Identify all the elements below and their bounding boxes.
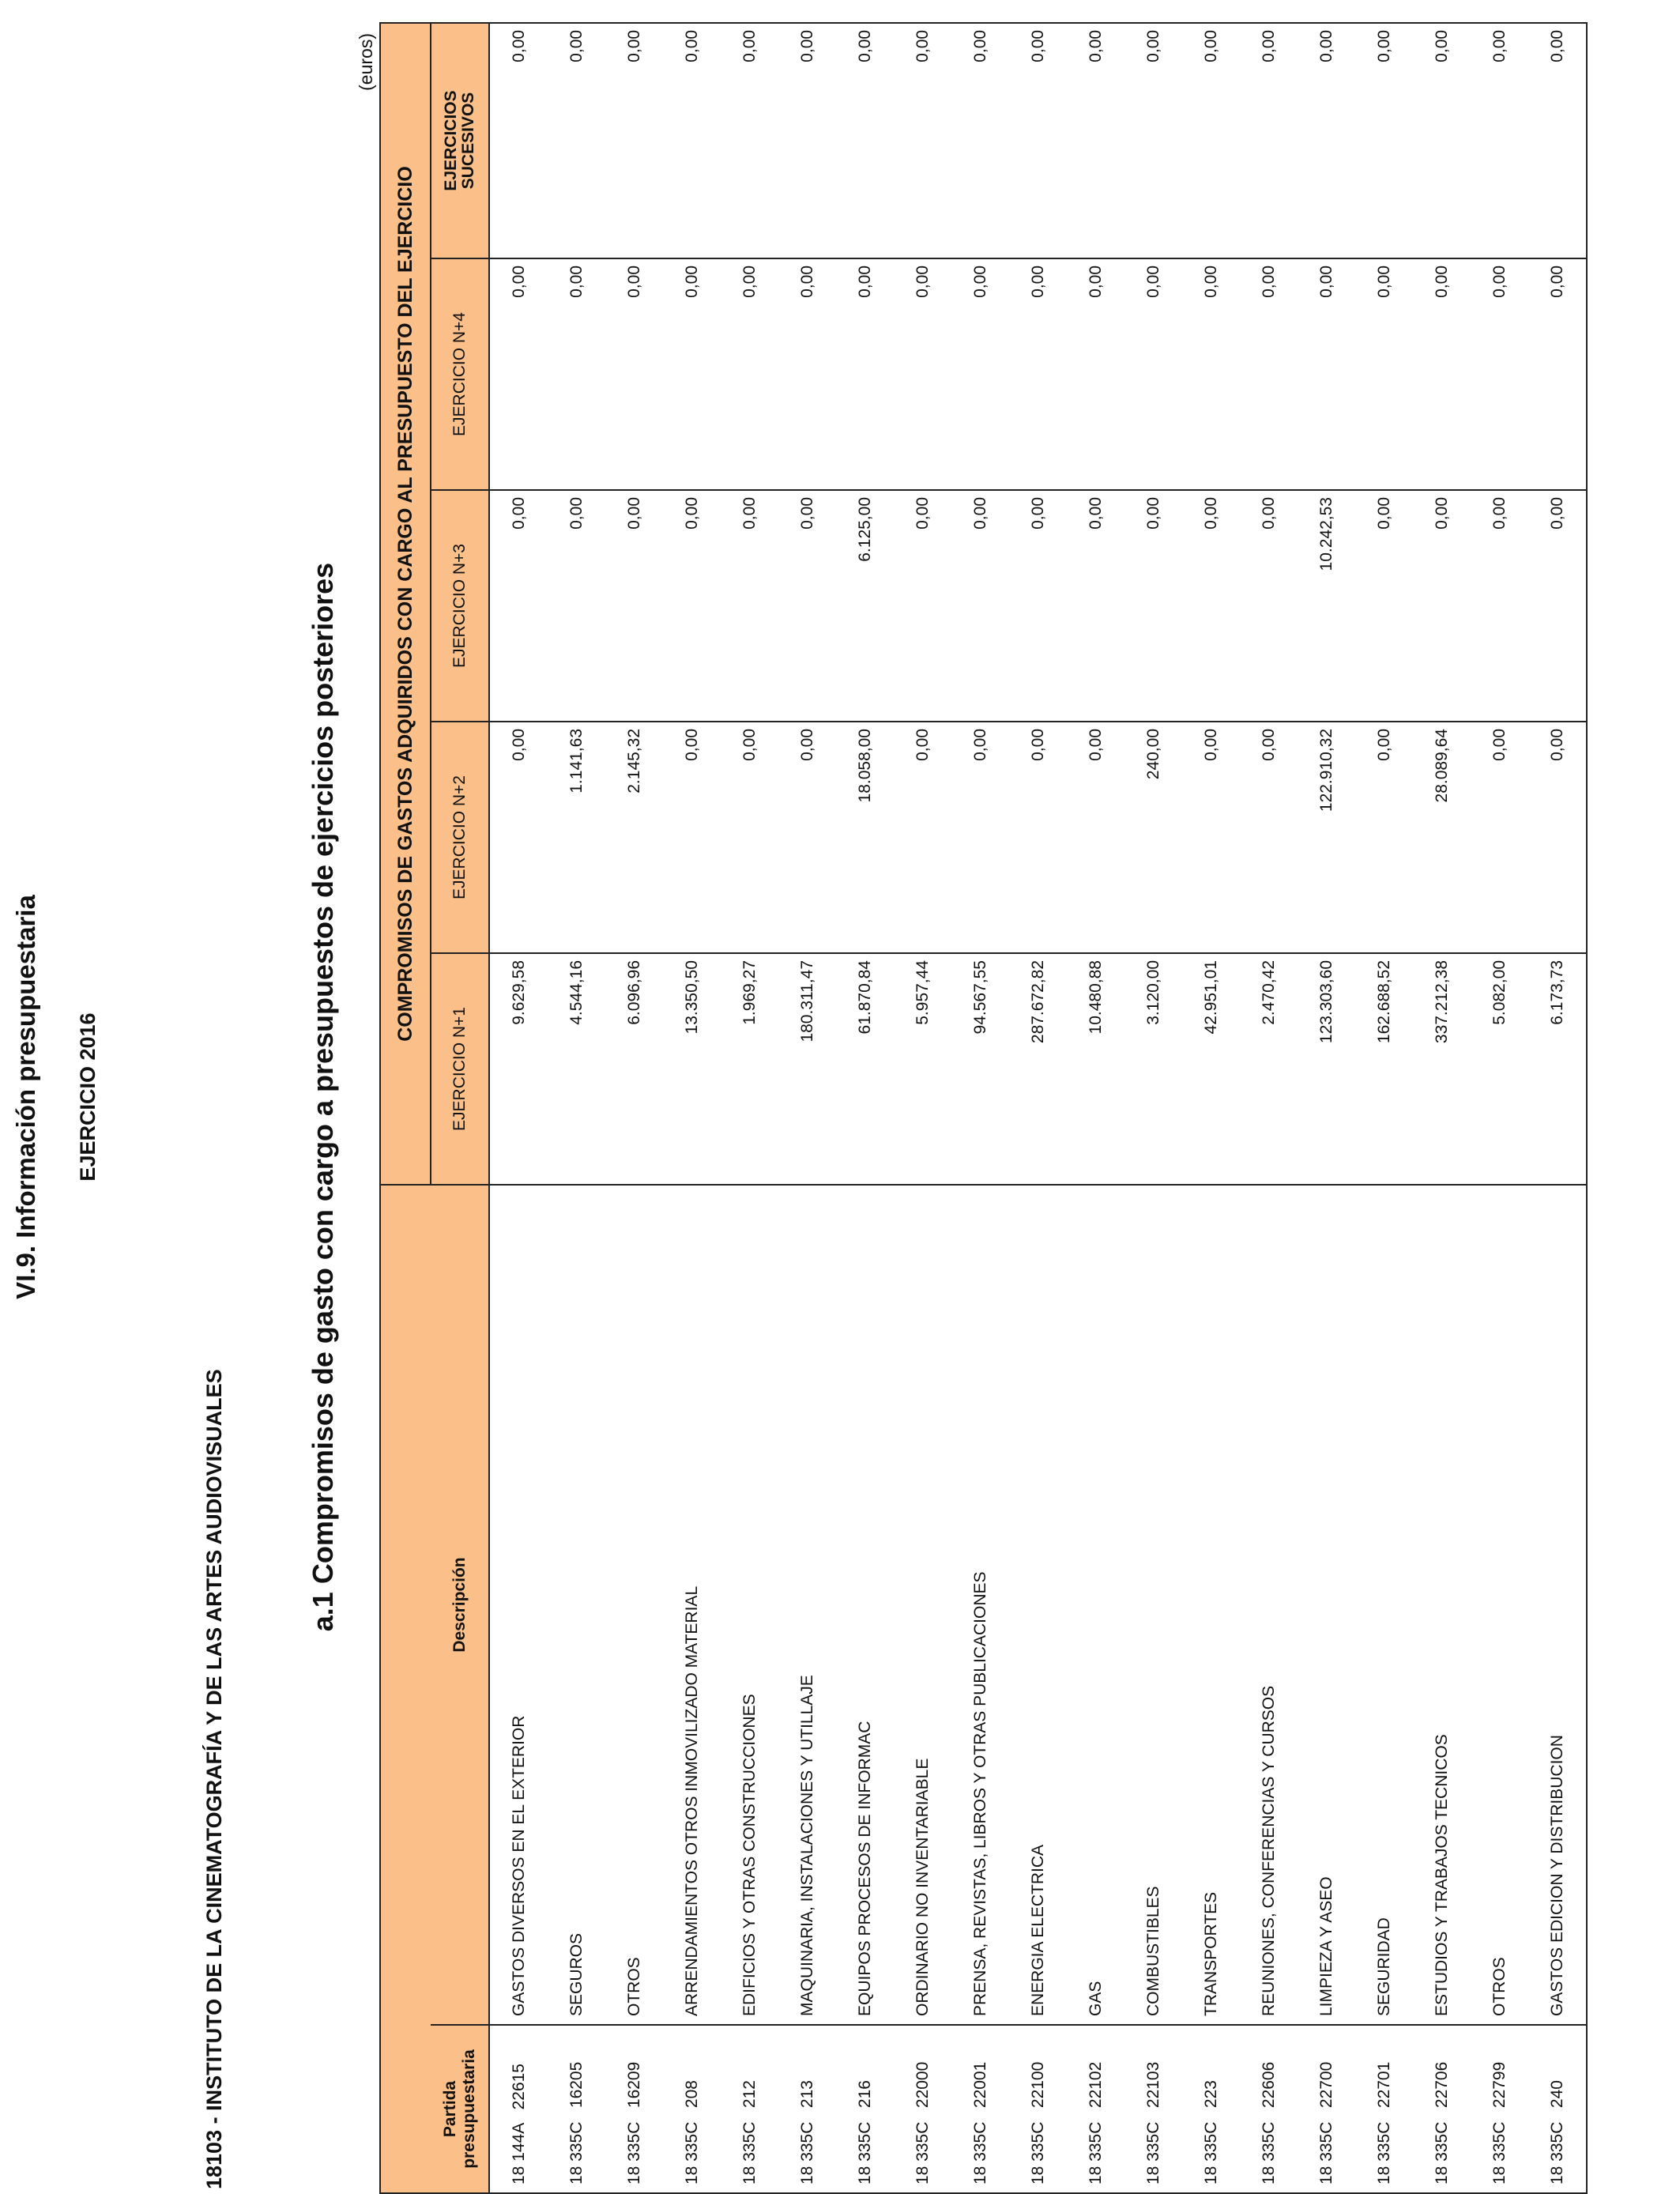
- n1-cell: 13.350,50: [663, 953, 721, 1185]
- partida-cell: 18 335C 22000: [894, 2025, 951, 2193]
- col-n3: EJERCICIO N+3: [431, 490, 489, 722]
- table-row: [1240, 23, 1298, 2193]
- n1-cell: 3.120,00: [1124, 953, 1182, 1185]
- descripcion-cell: OTROS: [605, 1185, 663, 2025]
- descripcion-cell: OTROS: [1471, 1185, 1528, 2025]
- n1-cell: 9.629,58: [489, 953, 548, 1185]
- n1-cell: 10.480,88: [1067, 953, 1124, 1185]
- table-row: [721, 23, 778, 2193]
- sucesivos-cell: 0,00: [1298, 23, 1355, 258]
- n3-cell: 0,00: [1528, 490, 1587, 722]
- n3-cell: 0,00: [778, 490, 836, 722]
- col-descripcion: Descripción: [431, 1185, 489, 2025]
- col-n4: EJERCICIO N+4: [431, 258, 489, 490]
- n4-cell: 0,00: [894, 258, 951, 490]
- n1-cell: 61.870,84: [836, 953, 894, 1185]
- n3-cell: 0,00: [894, 490, 951, 722]
- n2-cell: 0,00: [1355, 722, 1413, 953]
- header-empty-left: [380, 1185, 431, 2193]
- n3-cell: 10.242,53: [1298, 490, 1355, 722]
- table-row: [1124, 23, 1182, 2193]
- n4-cell: 0,00: [1355, 258, 1413, 490]
- n3-cell: 0,00: [1009, 490, 1067, 722]
- partida-cell: 18 335C 22001: [951, 2025, 1009, 2193]
- partida-cell: 18 335C 16209: [605, 2025, 663, 2193]
- n4-cell: 0,00: [1182, 258, 1240, 490]
- fiscal-year: EJERCICIO 2016: [76, 1012, 100, 1182]
- n1-cell: 337.212,38: [1413, 953, 1471, 1185]
- n4-cell: 0,00: [778, 258, 836, 490]
- sucesivos-cell: 0,00: [1528, 23, 1587, 258]
- sucesivos-cell: 0,00: [489, 23, 548, 258]
- table-row: [1182, 23, 1240, 2193]
- n4-cell: 0,00: [721, 258, 778, 490]
- descripcion-cell: EDIFICIOS Y OTRAS CONSTRUCCIONES: [721, 1185, 778, 2025]
- table-row: [605, 23, 663, 2193]
- descripcion-cell: SEGUROS: [548, 1185, 605, 2025]
- partida-cell: 18 335C 22700: [1298, 2025, 1355, 2193]
- n3-cell: 0,00: [951, 490, 1009, 722]
- table-row: [548, 23, 605, 2193]
- sucesivos-cell: 0,00: [951, 23, 1009, 258]
- n1-cell: 1.969,27: [721, 953, 778, 1185]
- descripcion-cell: EQUIPOS PROCESOS DE INFORMAC: [836, 1185, 894, 2025]
- descripcion-cell: GASTOS DIVERSOS EN EL EXTERIOR: [489, 1185, 548, 2025]
- n1-cell: 162.688,52: [1355, 953, 1413, 1185]
- partida-cell: 18 335C 22103: [1124, 2025, 1182, 2193]
- n4-cell: 0,00: [663, 258, 721, 490]
- table-row: [1067, 23, 1124, 2193]
- sucesivos-cell: 0,00: [605, 23, 663, 258]
- group-header: COMPROMISOS DE GASTOS ADQUIRIDOS CON CARGO AL PRESUPUESTO DEL EJERCICIO: [380, 23, 431, 1185]
- partida-cell: 18 335C 223: [1182, 2025, 1240, 2193]
- n2-cell: 2.145,32: [605, 722, 663, 953]
- table-row: [951, 23, 1009, 2193]
- n2-cell: 240,00: [1124, 722, 1182, 953]
- table-row: [1471, 23, 1528, 2193]
- table-row: [836, 23, 894, 2193]
- units-label: (euros): [356, 33, 376, 91]
- col-sucesivos: [431, 23, 489, 258]
- n4-cell: 0,00: [1413, 258, 1471, 490]
- n1-cell: 6.096,96: [605, 953, 663, 1185]
- partida-cell: 18 335C 22706: [1413, 2025, 1471, 2193]
- descripcion-cell: ESTUDIOS Y TRABAJOS TECNICOS: [1413, 1185, 1471, 2025]
- col-sucesivos-line2: SUCESIVOS: [458, 92, 477, 190]
- sucesivos-cell: 0,00: [663, 23, 721, 258]
- sucesivos-cell: 0,00: [1124, 23, 1182, 258]
- col-sucesivos-line1: EJERCICIOS: [441, 90, 460, 191]
- n4-cell: 0,00: [1067, 258, 1124, 490]
- partida-cell: 18 335C 208: [663, 2025, 721, 2193]
- sucesivos-cell: 0,00: [548, 23, 605, 258]
- n2-cell: 0,00: [663, 722, 721, 953]
- n1-cell: 123.303,60: [1298, 953, 1355, 1185]
- n3-cell: 0,00: [1182, 490, 1240, 722]
- n3-cell: 0,00: [605, 490, 663, 722]
- n4-cell: 0,00: [1124, 258, 1182, 490]
- descripcion-cell: ENERGIA ELECTRICA: [1009, 1185, 1067, 2025]
- n3-cell: 0,00: [1471, 490, 1528, 722]
- n2-cell: 0,00: [1471, 722, 1528, 953]
- sucesivos-cell: 0,00: [894, 23, 951, 258]
- descripcion-cell: REUNIONES, CONFERENCIAS Y CURSOS: [1240, 1185, 1298, 2025]
- table-row: [489, 23, 548, 2193]
- partida-cell: 18 335C 22701: [1355, 2025, 1413, 2193]
- sucesivos-cell: 0,00: [1355, 23, 1413, 258]
- descripcion-cell: LIMPIEZA Y ASEO: [1298, 1185, 1355, 2025]
- table-body: [489, 23, 1587, 2193]
- sucesivos-cell: 0,00: [778, 23, 836, 258]
- table-row: [1009, 23, 1067, 2193]
- partida-cell: 18 335C 212: [721, 2025, 778, 2193]
- descripcion-cell: GAS: [1067, 1185, 1124, 2025]
- n4-cell: 0,00: [1240, 258, 1298, 490]
- n1-cell: 42.951,01: [1182, 953, 1240, 1185]
- descripcion-cell: ORDINARIO NO INVENTARIABLE: [894, 1185, 951, 2025]
- sucesivos-cell: 0,00: [1471, 23, 1528, 258]
- table-row: [894, 23, 951, 2193]
- descripcion-cell: GASTOS EDICION Y DISTRIBUCION: [1528, 1185, 1587, 2025]
- col-n1: EJERCICIO N+1: [431, 953, 489, 1185]
- n2-cell: 0,00: [1528, 722, 1587, 953]
- n2-cell: 0,00: [489, 722, 548, 953]
- sucesivos-cell: 0,00: [1240, 23, 1298, 258]
- table-row: [1413, 23, 1471, 2193]
- table-row: [1298, 23, 1355, 2193]
- n3-cell: 0,00: [1240, 490, 1298, 722]
- descripcion-cell: MAQUINARIA, INSTALACIONES Y UTILLAJE: [778, 1185, 836, 2025]
- entity-name: 18103 - INSTITUTO DE LA CINEMATOGRAFÍA Y DE LAS ARTES AUDIOVISUALES: [202, 1369, 226, 2189]
- n1-cell: 2.470,42: [1240, 953, 1298, 1185]
- n4-cell: 0,00: [605, 258, 663, 490]
- n3-cell: 0,00: [489, 490, 548, 722]
- descripcion-cell: SEGURIDAD: [1355, 1185, 1413, 2025]
- n2-cell: 0,00: [721, 722, 778, 953]
- n4-cell: 0,00: [836, 258, 894, 490]
- n4-cell: 0,00: [1298, 258, 1355, 490]
- n3-cell: 0,00: [1413, 490, 1471, 722]
- table-row: [778, 23, 836, 2193]
- partida-cell: 18 335C 22100: [1009, 2025, 1067, 2193]
- n1-cell: 287.672,82: [1009, 953, 1067, 1185]
- col-partida: Partida presupuestaria: [431, 2025, 489, 2193]
- sucesivos-cell: 0,00: [1009, 23, 1067, 258]
- n2-cell: 0,00: [1182, 722, 1240, 953]
- partida-cell: 18 335C 22102: [1067, 2025, 1124, 2193]
- n2-cell: 28.089,64: [1413, 722, 1471, 953]
- n1-cell: 5.957,44: [894, 953, 951, 1185]
- n4-cell: 0,00: [548, 258, 605, 490]
- n2-cell: 0,00: [894, 722, 951, 953]
- partida-cell: 18 335C 216: [836, 2025, 894, 2193]
- col-n2: EJERCICIO N+2: [431, 722, 489, 953]
- partida-cell: 18 144A 22615: [489, 2025, 548, 2193]
- n4-cell: 0,00: [489, 258, 548, 490]
- descripcion-cell: COMBUSTIBLES: [1124, 1185, 1182, 2025]
- document-title: VI.9. Información presupuestaria: [11, 895, 40, 1299]
- sucesivos-cell: 0,00: [1067, 23, 1124, 258]
- commitments-table: [379, 22, 1588, 2194]
- partida-cell: 18 335C 16205: [548, 2025, 605, 2193]
- n1-cell: 6.173,73: [1528, 953, 1587, 1185]
- n1-cell: 94.567,55: [951, 953, 1009, 1185]
- n1-cell: 4.544,16: [548, 953, 605, 1185]
- partida-cell: 18 335C 213: [778, 2025, 836, 2193]
- sucesivos-cell: 0,00: [836, 23, 894, 258]
- partida-cell: 18 335C 22799: [1471, 2025, 1528, 2193]
- n3-cell: 0,00: [663, 490, 721, 722]
- n2-cell: 122.910,32: [1298, 722, 1355, 953]
- n2-cell: 0,00: [1067, 722, 1124, 953]
- n3-cell: 0,00: [548, 490, 605, 722]
- n4-cell: 0,00: [1528, 258, 1587, 490]
- n2-cell: 0,00: [1240, 722, 1298, 953]
- n1-cell: 180.311,47: [778, 953, 836, 1185]
- n3-cell: 0,00: [1124, 490, 1182, 722]
- n4-cell: 0,00: [1009, 258, 1067, 490]
- n2-cell: 0,00: [951, 722, 1009, 953]
- partida-cell: 18 335C 22606: [1240, 2025, 1298, 2193]
- n4-cell: 0,00: [951, 258, 1009, 490]
- partida-cell: 18 335C 240: [1528, 2025, 1587, 2193]
- n2-cell: 0,00: [778, 722, 836, 953]
- table-row: [1528, 23, 1587, 2193]
- n4-cell: 0,00: [1471, 258, 1528, 490]
- n2-cell: 18.058,00: [836, 722, 894, 953]
- table-row: [663, 23, 721, 2193]
- n3-cell: 6.125,00: [836, 490, 894, 722]
- table-row: [1355, 23, 1413, 2193]
- sucesivos-cell: 0,00: [1182, 23, 1240, 258]
- sucesivos-cell: 0,00: [1413, 23, 1471, 258]
- n2-cell: 0,00: [1009, 722, 1067, 953]
- n3-cell: 0,00: [1067, 490, 1124, 722]
- n2-cell: 1.141,63: [548, 722, 605, 953]
- descripcion-cell: ARRENDAMIENTOS OTROS INMOVILIZADO MATERIAL: [663, 1185, 721, 2025]
- descripcion-cell: PRENSA, REVISTAS, LIBROS Y OTRAS PUBLICACIONES: [951, 1185, 1009, 2025]
- n1-cell: 5.082,00: [1471, 953, 1528, 1185]
- n3-cell: 0,00: [721, 490, 778, 722]
- sucesivos-cell: 0,00: [721, 23, 778, 258]
- descripcion-cell: TRANSPORTES: [1182, 1185, 1240, 2025]
- n3-cell: 0,00: [1355, 490, 1413, 722]
- section-title: a.1 Compromisos de gasto con cargo a presupuestos de ejercicios posteriores: [307, 562, 339, 1632]
